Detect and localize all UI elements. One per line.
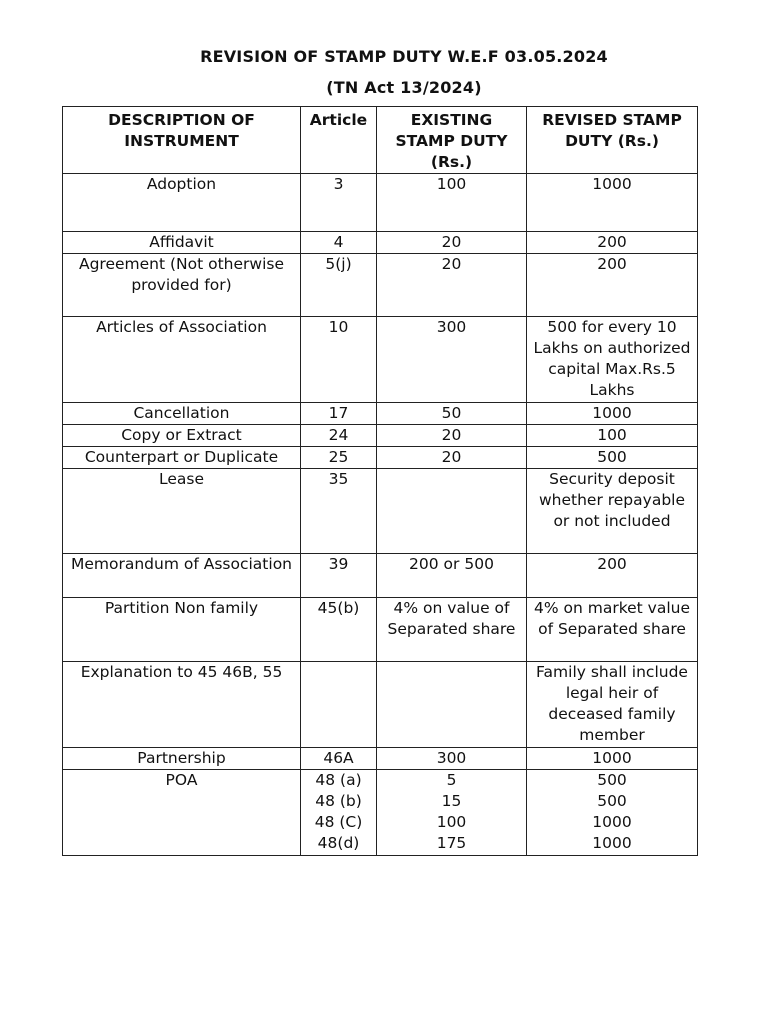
article-line: 48(d) (317, 834, 360, 852)
article-cell (301, 770, 377, 856)
existing-duty-cell: 20 (377, 425, 527, 447)
existing-duty-cell: 20 (377, 254, 527, 317)
article-cell: 46A (301, 748, 377, 770)
table-row (63, 403, 698, 425)
article-cell: 4 (301, 232, 377, 254)
existing-duty-cell: 300 (377, 317, 527, 403)
article-cell: 24 (301, 425, 377, 447)
table-row (63, 748, 698, 770)
revised-duty-cell: 1000 (527, 403, 698, 425)
article-cell: 25 (301, 447, 377, 469)
revised-duty-cell (527, 770, 698, 856)
document-title: REVISION OF STAMP DUTY W.E.F 03.05.2024 (200, 47, 608, 66)
table-row (63, 662, 698, 748)
revised-duty-cell: 200 (527, 554, 698, 598)
table-row (63, 232, 698, 254)
table-row (63, 554, 698, 598)
revised-duty-cell: Family shall include legal heir of deceased family member (527, 662, 698, 748)
article-cell (301, 662, 377, 748)
description-cell: Cancellation (63, 403, 301, 425)
existing-duty-cell: 20 (377, 232, 527, 254)
table-row (63, 447, 698, 469)
table-row (63, 770, 698, 856)
existing-duty-cell: 20 (377, 447, 527, 469)
revised-duty-cell: 200 (527, 254, 698, 317)
existing-duty-cell (377, 662, 527, 748)
description-cell: Counterpart or Duplicate (63, 447, 301, 469)
description-cell: Affidavit (63, 232, 301, 254)
table-row (63, 254, 698, 317)
existing-duty-cell: 300 (377, 748, 527, 770)
stamp-duty-table (62, 106, 698, 856)
description-cell: Explanation to 45 46B, 55 (63, 662, 301, 748)
existing-duty-cell: 100 (377, 174, 527, 232)
header-description: DESCRIPTION OF INSTRUMENT (63, 107, 301, 174)
description-cell: Memorandum of Association (63, 554, 301, 598)
revised-duty-cell: 200 (527, 232, 698, 254)
description-cell: Copy or Extract (63, 425, 301, 447)
description-cell: Adoption (63, 174, 301, 232)
revised-duty-cell: 4% on market value of Separated share (527, 598, 698, 662)
existing-duty-cell (377, 469, 527, 554)
revised-duty-line: 1000 (592, 834, 632, 852)
table-row (63, 425, 698, 447)
description-cell: Lease (63, 469, 301, 554)
article-line: 48 (C) (314, 813, 363, 831)
document-subtitle: (TN Act 13/2024) (326, 78, 482, 97)
article-cell: 39 (301, 554, 377, 598)
article-cell: 3 (301, 174, 377, 232)
description-cell: Partnership (63, 748, 301, 770)
existing-duty-cell: 4% on value of Separated share (377, 598, 527, 662)
existing-duty-line: 100 (436, 813, 467, 831)
table-row (63, 174, 698, 232)
description-cell: POA (63, 770, 301, 856)
revised-duty-line: 1000 (592, 813, 632, 831)
table-row (63, 469, 698, 554)
existing-duty-cell: 200 or 500 (377, 554, 527, 598)
revised-duty-line: 500 (597, 771, 627, 789)
revised-duty-cell: 500 (527, 447, 698, 469)
description-cell: Agreement (Not otherwise provided for) (63, 254, 301, 317)
existing-duty-cell (377, 770, 527, 856)
article-cell: 35 (301, 469, 377, 554)
existing-duty-cell: 50 (377, 403, 527, 425)
header-existing: EXISTING STAMP DUTY (Rs.) (377, 107, 527, 174)
revised-duty-cell: Security deposit whether repayable or not included (527, 469, 698, 554)
existing-duty-line: 15 (441, 792, 462, 810)
revised-duty-cell: 100 (527, 425, 698, 447)
table-row (63, 317, 698, 403)
description-cell: Partition Non family (63, 598, 301, 662)
revised-duty-line: 500 (597, 792, 627, 810)
article-cell: 5(j) (301, 254, 377, 317)
article-line: 48 (a) (315, 771, 362, 789)
existing-duty-line: 175 (436, 834, 467, 852)
existing-duty-line: 5 (446, 771, 457, 789)
article-cell: 17 (301, 403, 377, 425)
article-cell: 45(b) (301, 598, 377, 662)
article-cell: 10 (301, 317, 377, 403)
header-article: Article (301, 107, 377, 174)
revised-duty-cell: 1000 (527, 174, 698, 232)
revised-duty-cell: 500 for every 10 Lakhs on authorized capital Max.Rs.5 Lakhs (527, 317, 698, 403)
header-revised: REVISED STAMP DUTY (Rs.) (527, 107, 698, 174)
description-cell: Articles of Association (63, 317, 301, 403)
table-row (63, 598, 698, 662)
article-line: 48 (b) (315, 792, 362, 810)
revised-duty-cell: 1000 (527, 748, 698, 770)
table-header-row (63, 107, 698, 174)
